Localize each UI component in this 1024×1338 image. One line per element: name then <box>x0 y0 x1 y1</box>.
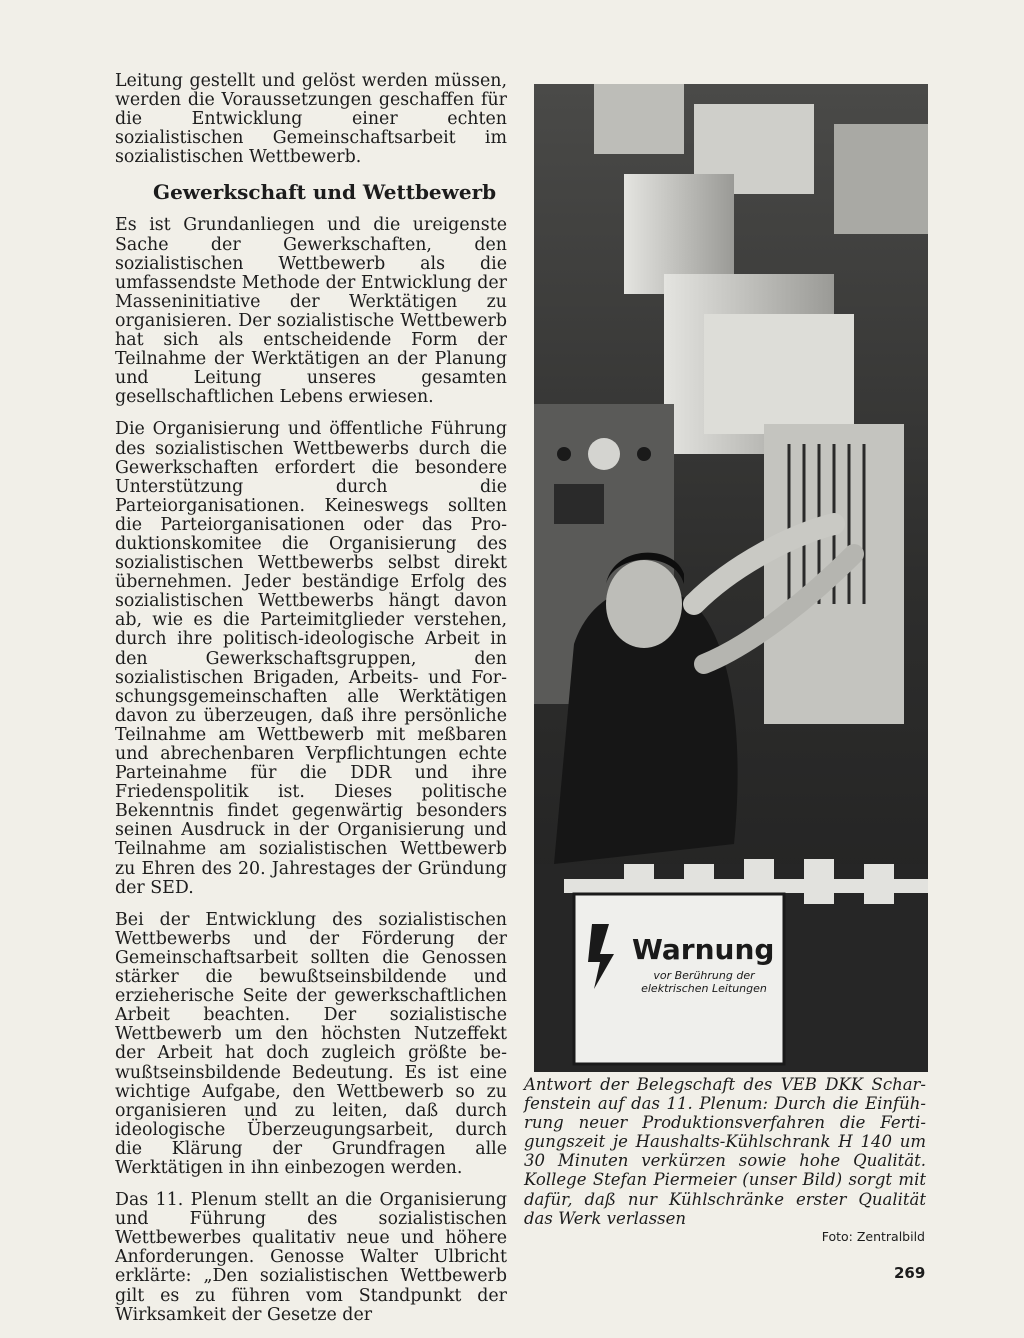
warning-sign-subtitle-box <box>629 969 779 1029</box>
section-heading: Gewerkschaft und Wettbewerb <box>153 180 497 205</box>
text-column <box>115 72 507 1338</box>
meter-window <box>554 484 604 524</box>
body-paragraph-2: Die Organisierung und öffentliche Führung des sozialistischen Wettbewerbs durch die Gewerkschaften erfordert die besondere Unterstützung durch die Parteiorganisationen. Keineswegs sollten die Parteiorganisationen oder das Produktionskomitee die Organisierung des sozialistischen Wettbewerbs selbst direkt übernehmen. Jeder beständige Erfolg des sozialistischen Wettbewerbs hängt davon ab, wie es die Parteimitglieder verstehen, durch ihre politisch-ideologische Arbeit in den Gewerkschaftsgruppen, den sozialistischen Brigaden, Arbeits- und Forschungsgemeinschaften alle Werktätigen davon zu überzeugen, daß ihre persönliche Teilnahme am Wettbewerb mit meßbaren und abrechenbaren Verpflichtungen echte Parteinahme für die DDR und ihre Friedenspolitik ist. Dieses politische Bekenntnis findet gegenwärtig besonders seinen Ausdruck in der Organisierung und Teilnahme am sozialistischen Wettbewerb zu Ehren des 20. Jahrestages der Gründung der SED. <box>115 419 507 898</box>
warning-sign-subtitle: vor Berührung der elektrischen Leitungen <box>641 969 767 995</box>
intro-paragraph: Leitung gestellt und gelöst werden müssen, werden die Voraussetzungen geschaffen für die Entwicklung einer echten sozialistischen Gemeinschaftsarbeit im sozialistischen Wettbewerb. <box>115 71 507 168</box>
factory-photo-illustration <box>534 84 928 1072</box>
body-paragraph-3: Bei der Entwicklung des sozialistischen Wettbewerbs und der Förderung der Gemeinschaftsarbeit sollten die Genossen stärker die bewußtseinsbildende und erzieherische Seite der gewerkschaftlichen Arbeit beachten. Der sozialistische Wettbewerb um den höchsten Nutzeffekt der Arbeit hat doch zugleich größte bewußtseinsbildende Bedeutung. Es ist eine wichtige Aufgabe, den Wettbewerb so zu organisieren und zu leiten, daß durch ideologische Überzeugungsarbeit, durch die Klärung der Grundfragen alle Werktätigen in ihn einbezogen werden. <box>115 909 507 1178</box>
body-paragraph-4: Das 11. Plenum stellt an die Organisierung und Führung des sozialistischen Wettbewerbes qualitativ neue und höhere Anforderungen. Genosse Walter Ulbricht erklärte: „Den sozialistischen Wettbewerb gilt es zu führen vom Standpunkt der Wirksamkeit der Gesetze der <box>115 1190 507 1325</box>
fridge-cabinet <box>704 314 854 434</box>
worker-face <box>606 560 682 648</box>
factory-photo <box>534 84 928 1072</box>
fridge-cabinet <box>594 84 684 154</box>
fridge-cabinet <box>834 124 928 234</box>
knob-icon <box>637 447 651 461</box>
knob-icon <box>557 447 571 461</box>
photo-caption: Antwort der Belegschaft des VEB DKK Scharfenstein auf das 11. Plenum: Durch die Einführung neuer Produktionsverfahren die Fertigungszeit je Haushalts-Kühlschrank H 140 um 30 Minuten verkürzen sowie hohe Qualität. Kollege Stefan Piermeier (unser Bild) sorgt mit dafür, daß nur Kühlschränke erster Qualität das Werk verlassen <box>524 1075 926 1228</box>
warning-sign-title: Warnung <box>632 933 775 966</box>
photo-credit: Foto: Zentralbild <box>821 1229 925 1244</box>
page-number: 269 <box>894 1264 926 1282</box>
body-paragraph-1: Es ist Grundanliegen und die ureigenste Sache der Gewerkschaften, den sozialistischen Wettbewerb als die umfassendste Methode der Entwicklung der Masseninitiative der Werktätigen zu organisieren. Der sozialistische Wettbewerb hat sich als entscheidende Form der Teilnahme der Werktätigen an der Planung und Leitung unseres gesamten gesellschaftlichen Lebens erwiesen. <box>115 215 507 408</box>
meter-dial-icon <box>588 438 620 470</box>
